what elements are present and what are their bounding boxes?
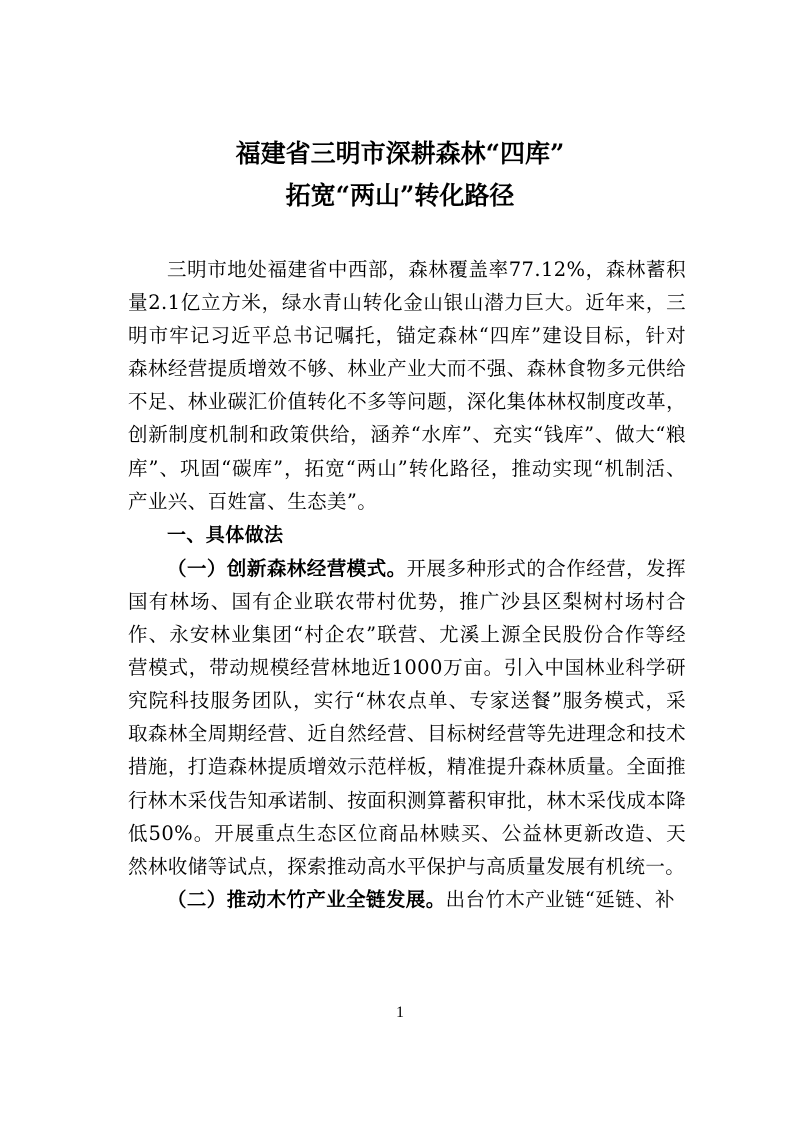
document-body [128, 253, 686, 916]
item2-text: 出台竹木产业链“延链、补 [445, 887, 675, 911]
page-number: 1 [396, 1004, 404, 1021]
document-title-line2: 拓宽“两山”转化路径 [285, 181, 515, 210]
item2-heading: （二）推动木竹产业全链发展。 [167, 887, 446, 911]
intro-paragraph: 三明市地处福建省中西部，森林覆盖率77.12%，森林蓄积量2.1亿立方米，绿水青山转化金山银山潜力巨大。近年来，三明市牢记习近平总书记嘱托，锚定森林“四库”建设目标，针对森林经营提质增效不够、林业产业大而不强、森林食物多元供给不足、林业碳汇价值转化不多等问题，深化集体林权制度改革，创新制度机制和政策供给，涵养“水库”、充实“钱库”、做大“粮库”、巩固“碳库”，拓宽“两山”转化路径，推动实现“机制活、产业兴、百姓富、生态美”。 [128, 258, 686, 513]
item1-heading: （一）创新森林经营模式。 [167, 556, 407, 580]
section1-heading: 一、具体做法 [167, 523, 284, 546]
item2-paragraph [128, 883, 686, 916]
item1-paragraph [128, 552, 686, 883]
section-heading [128, 518, 686, 552]
document-title-line1: 福建省三明市深耕森林“四库” [235, 139, 565, 168]
item1-text: 开展多种形式的合作经营，发挥国有林场、国有企业联农带村优势，推广沙县区梨树村场村合作、永安林业集团“村企农”联营、尤溪上源全民股份合作等经营模式，带动规模经营林地近1000万亩。引入中国林业科学研究院科技服务团队，实行“林农点单、专家送餐”服务模式，采取森林全周期经营、近自然经营、目标树经营等先进理念和技术措施，打造森林提质增效示范样板，精准提升森林质量。全面推行林木采伐告知承诺制、按面积测算蓄积审批，林木采伐成本降低50%。开展重点生态区位商品林赎买、公益林更新改造、天然林收储等试点，探索推动高水平保护与高质量发展有机统一。 [128, 556, 686, 878]
